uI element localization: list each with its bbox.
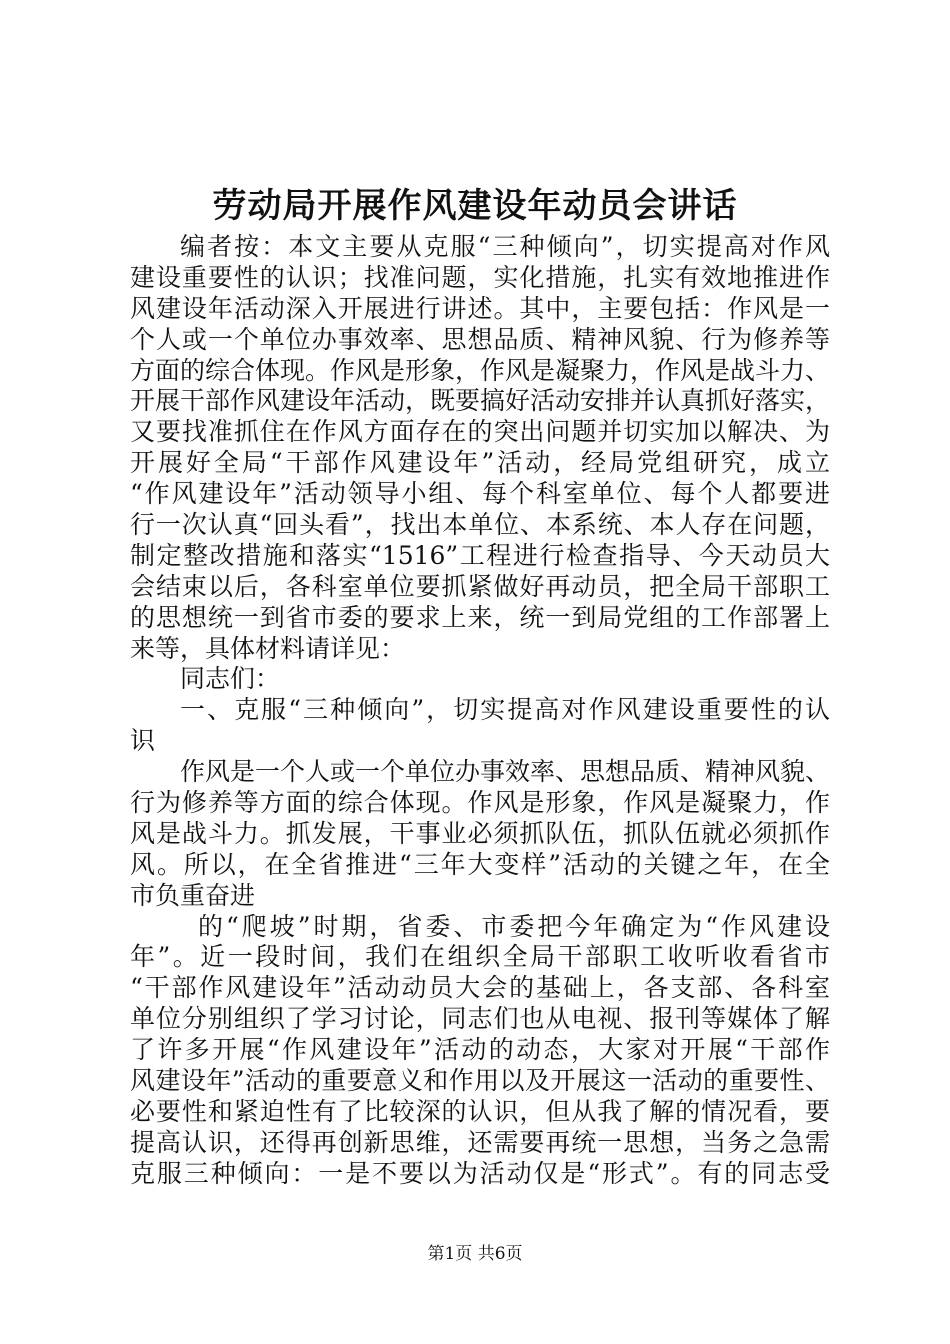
text-line: 风是战斗力。抓发展，干事业必须抓队伍，抓队伍就必须抓作 bbox=[130, 818, 830, 848]
text-line: 了许多开展“作风建设年”活动的动态，大家对开展“干部作 bbox=[130, 1035, 830, 1065]
text-line: 风。所以，在全省推进“三年大变样”活动的关键之年，在全 bbox=[130, 849, 830, 879]
text-line: 风建设年”活动的重要意义和作用以及开展这一活动的重要性、 bbox=[130, 1066, 830, 1096]
text-line: 会结束以后，各科室单位要抓紧做好再动员，把全局干部职工 bbox=[130, 571, 830, 601]
text-line: 来等，具体材料请详见： bbox=[130, 633, 406, 663]
text-line: 必要性和紧迫性有了比较深的认识，但从我了解的情况看，要 bbox=[130, 1096, 830, 1126]
text-line: 编者按：本文主要从克服“三种倾向”，切实提高对作风 bbox=[180, 232, 830, 261]
text-line: “作风建设年”活动领导小组、每个科室单位、每个人都要进 bbox=[130, 479, 830, 509]
text-line: 年”。近一段时间，我们在组织全局干部职工收听收看省市 bbox=[130, 942, 830, 972]
text-line: 风建设年活动深入开展进行讲述。其中，主要包括：作风是一 bbox=[130, 293, 830, 323]
text-line: 作风是一个人或一个单位办事效率、思想品质、精神风貌、 bbox=[180, 757, 831, 787]
text-line: 行为修养等方面的综合体现。作风是形象，作风是凝聚力，作 bbox=[130, 788, 830, 818]
text-line: 市负重奋进 bbox=[130, 880, 256, 910]
document-body bbox=[130, 232, 830, 1190]
text-line: 提高认识，还得再创新思维，还需要再统一思想，当务之急需 bbox=[130, 1127, 830, 1157]
text-line: 方面的综合体现。作风是形象，作风是凝聚力，作风是战斗力、 bbox=[130, 355, 831, 385]
document-title: 劳动局开展作风建设年动员会讲话 bbox=[212, 186, 738, 226]
text-line: 行一次认真“回头看”，找出本单位、本系统、本人存在问题， bbox=[130, 510, 830, 540]
text-line: 个人或一个单位办事效率、思想品质、精神风貌、行为修养等 bbox=[130, 324, 830, 354]
text-line: 建设重要性的认识；找准问题，实化措施，扎实有效地推进作 bbox=[130, 262, 830, 292]
text-line: 的“爬坡”时期，省委、市委把今年确定为“作风建设 bbox=[198, 911, 830, 941]
section-heading: 一、克服“三种倾向”，切实提高对作风建设重要性的认 bbox=[180, 695, 830, 725]
text-line: 又要找准抓住在作风方面存在的突出问题并切实加以解决、为 bbox=[130, 417, 830, 447]
text-line: 制定整改措施和落实“1516”工程进行检查指导、今天动员大 bbox=[130, 540, 830, 570]
text-line: 开展好全局“干部作风建设年”活动，经局党组研究，成立 bbox=[130, 448, 830, 478]
text-line: “干部作风建设年”活动动员大会的基础上，各支部、各科室 bbox=[130, 973, 830, 1003]
text-line: 开展干部作风建设年活动，既要搞好活动安排并认真抓好落实， bbox=[130, 386, 831, 416]
salutation-line: 同志们： bbox=[180, 664, 281, 694]
text-line: 单位分别组织了学习讨论，同志们也从电视、报刊等媒体了解 bbox=[130, 1004, 830, 1034]
text-line: 的思想统一到省市委的要求上来，统一到局党组的工作部署上 bbox=[130, 602, 830, 632]
text-line: 克服三种倾向：一是不要以为活动仅是“形式”。有的同志受 bbox=[130, 1158, 830, 1188]
page-number-footer: 第1页 共6页 bbox=[427, 1244, 523, 1264]
section-heading-continued: 识 bbox=[130, 726, 156, 756]
